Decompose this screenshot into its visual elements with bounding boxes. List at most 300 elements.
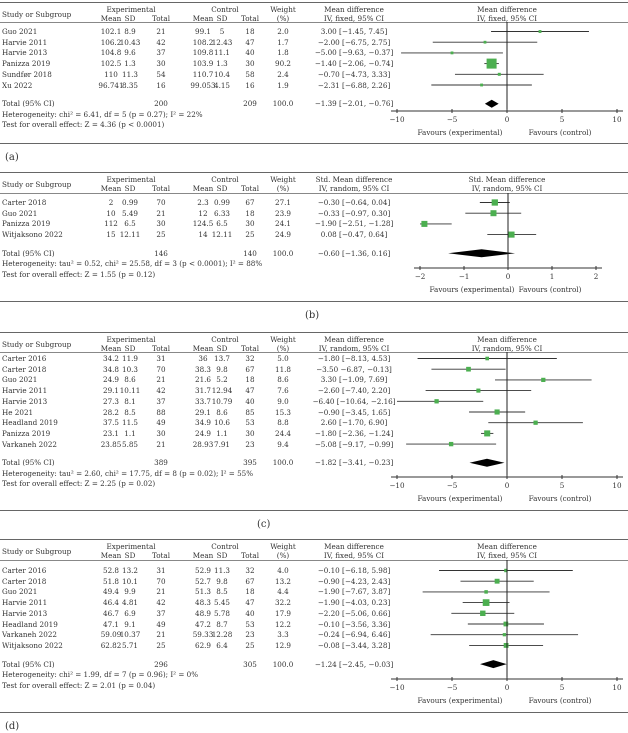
- weight-value: 8.6: [277, 375, 289, 385]
- ctl-mean: 48.9: [194, 608, 212, 618]
- ctl-total: 23: [245, 630, 255, 640]
- header-experimental: Experimental: [106, 335, 156, 344]
- panel-label: (a): [5, 152, 19, 163]
- exp-sd: 8.35: [121, 80, 139, 90]
- ctl-total: 67: [245, 198, 255, 207]
- x-tick-label: −10: [389, 115, 405, 124]
- weight-value: 2.0: [277, 27, 289, 36]
- ctl-mean: 99.1: [194, 27, 212, 36]
- weight-value: 32.2: [274, 598, 292, 608]
- ctl-sd: 12.94: [211, 386, 233, 396]
- total-ctl: 305: [243, 659, 257, 669]
- panel-label: (c): [257, 519, 271, 530]
- header-plot-title: Std. Mean difference: [468, 175, 546, 184]
- exp-sd: 13.2: [121, 566, 139, 575]
- effect-ci-text: −2.31 [−6.88, 2.26]: [317, 80, 391, 90]
- ctl-sd: 9.8: [216, 576, 228, 586]
- x-tick-label: −1: [458, 272, 470, 281]
- x-tick-label: 10: [612, 683, 622, 692]
- effect-marker-square: [503, 633, 506, 636]
- ctl-sd: 8.6: [216, 407, 228, 417]
- ctl-mean: 12: [198, 208, 208, 218]
- exp-mean: 29.1: [102, 386, 120, 396]
- ctl-mean: 51.3: [194, 587, 212, 597]
- effect-marker-square: [484, 430, 490, 436]
- heterogeneity-text: Heterogeneity: tau² = 0.52, chi² = 25.58, df = 3 (p < 0.0001); I² = 88%: [2, 259, 263, 269]
- ctl-mean: 47.2: [194, 619, 212, 629]
- effect-ci-text: −0.33 [−0.97, 0.30]: [317, 208, 391, 218]
- exp-total: 25: [156, 230, 166, 240]
- total-ctl: 209: [243, 99, 257, 109]
- pooled-effect-diamond: [480, 660, 507, 668]
- weight-value: 2.4: [277, 69, 289, 79]
- ctl-mean: 14: [198, 230, 208, 240]
- exp-sd: 8.5: [124, 407, 136, 417]
- ctl-mean: 52.9: [194, 566, 212, 575]
- ctl-total: 25: [245, 230, 255, 240]
- favours-control-label: Favours (control): [528, 494, 592, 503]
- study-name: Carter 2018: [2, 576, 47, 586]
- header-ctl-mean: Mean: [192, 184, 214, 193]
- exp-total: 30: [156, 428, 166, 438]
- header-weight-unit: (%): [276, 344, 290, 353]
- exp-total: 42: [156, 386, 166, 396]
- total-ctl: 140: [243, 248, 257, 258]
- ctl-total: 23: [245, 439, 255, 449]
- header-exp-mean: Mean: [100, 14, 122, 23]
- ctl-mean: 59.33: [192, 630, 214, 640]
- effect-marker-square: [492, 199, 498, 205]
- total-exp: 389: [154, 458, 168, 468]
- heterogeneity-text: Heterogeneity: chi² = 1.99, df = 7 (p = 0.96); I² = 0%: [2, 670, 199, 680]
- exp-mean: 52.8: [102, 566, 120, 575]
- exp-sd: 6.9: [124, 608, 136, 618]
- weight-value: 11.8: [274, 364, 292, 374]
- effect-marker-square: [504, 643, 509, 648]
- exp-total: 37: [156, 608, 166, 618]
- header-exp-sd: SD: [124, 184, 136, 193]
- ctl-mean: 103.9: [192, 59, 214, 69]
- exp-mean: 15: [106, 230, 116, 240]
- effect-ci-text: −5.00 [−9.63, −0.37]: [314, 48, 394, 58]
- exp-mean: 96.741: [98, 80, 124, 90]
- weight-value: 24.9: [274, 230, 292, 240]
- effect-ci-text: −1.80 [−2.36, −1.24]: [314, 428, 394, 438]
- study-name: Panizza 2019: [2, 59, 51, 69]
- exp-sd: 10.3: [121, 364, 139, 374]
- exp-sd: 6.5: [124, 219, 136, 229]
- pooled-effect-diamond: [469, 459, 504, 467]
- exp-mean: 47.1: [102, 619, 120, 629]
- effect-ci-text: −1.40 [−2.06, −0.74]: [314, 59, 394, 69]
- exp-total: 16: [156, 80, 166, 90]
- effect-marker-square: [484, 590, 487, 593]
- exp-total: 31: [156, 566, 166, 575]
- ctl-sd: 11.1: [213, 48, 231, 58]
- ctl-sd: 13.7: [213, 354, 231, 363]
- header-exp-total: Total: [151, 184, 171, 193]
- ctl-sd: 11.3: [213, 566, 231, 575]
- study-name: He 2021: [2, 407, 34, 417]
- study-name: Harvie 2011: [2, 386, 48, 396]
- header-study: Study or Subgroup: [2, 546, 72, 556]
- study-name: Headland 2019: [2, 418, 58, 428]
- exp-total: 42: [156, 37, 166, 47]
- exp-total: 21: [156, 587, 166, 597]
- exp-total: 30: [156, 219, 166, 229]
- x-tick-label: 0: [504, 683, 510, 692]
- x-tick-label: −5: [446, 115, 458, 124]
- header-exp-total: Total: [151, 14, 171, 23]
- exp-sd: 12.11: [119, 230, 141, 240]
- panel-label: (d): [5, 721, 20, 732]
- exp-sd: 0.99: [121, 198, 139, 207]
- study-name: Harvie 2011: [2, 598, 48, 608]
- header-exp-mean: Mean: [100, 344, 122, 353]
- ctl-sd: 10.6: [213, 418, 231, 428]
- x-tick-label: 5: [559, 481, 565, 490]
- exp-mean: 23.85: [100, 439, 122, 449]
- header-ctl-total: Total: [240, 14, 260, 23]
- overall-effect-text: Test for overall effect: Z = 4.36 (p < 0.0001): [2, 120, 165, 130]
- header-exp-total: Total: [151, 551, 171, 560]
- effect-ci-text: −0.90 [−4.23, 2.43]: [317, 576, 391, 586]
- weight-value: 90.2: [274, 59, 292, 69]
- header-study: Study or Subgroup: [2, 9, 72, 19]
- exp-total: 49: [156, 619, 166, 629]
- ctl-sd: 5.2: [216, 375, 228, 385]
- header-effect-method: IV, random, 95% CI: [318, 184, 390, 193]
- exp-sd: 10.11: [119, 386, 141, 396]
- total-label: Total (95% CI): [2, 458, 55, 468]
- weight-value: 7.6: [277, 386, 289, 396]
- header-effect-title: Std. Mean difference: [315, 175, 393, 184]
- exp-total: 49: [156, 418, 166, 428]
- total-label: Total (95% CI): [2, 248, 55, 258]
- header-effect-title: Mean difference: [324, 335, 384, 344]
- effect-ci-text: −0.10 [−6.18, 5.98]: [317, 566, 391, 575]
- exp-total: 70: [156, 576, 166, 586]
- header-plot-method: IV, random, 95% CI: [471, 344, 543, 353]
- effect-marker-square: [533, 421, 537, 425]
- study-name: Varkaneh 2022: [2, 439, 57, 449]
- ctl-sd: 4.15: [213, 80, 231, 90]
- effect-ci-text: −1.90 [−7.67, 3.87]: [317, 587, 391, 597]
- header-exp-sd: SD: [124, 551, 136, 560]
- exp-mean: 28.2: [102, 407, 120, 417]
- study-name: Harvie 2011: [2, 37, 48, 47]
- x-tick-label: 0: [505, 272, 511, 281]
- effect-marker-square: [508, 232, 514, 238]
- effect-ci-text: −2.20 [−5.06, 0.66]: [317, 608, 391, 618]
- ctl-mean: 28.93: [192, 439, 214, 449]
- study-name: Witjaksono 2022: [2, 640, 63, 650]
- header-control: Control: [211, 5, 239, 14]
- header-weight: Weight: [270, 542, 296, 551]
- effect-marker-square: [539, 30, 542, 33]
- ctl-sd: 5.78: [213, 608, 231, 618]
- exp-mean: 34.2: [102, 354, 120, 363]
- total-ctl: 395: [243, 458, 257, 468]
- ctl-mean: 48.3: [194, 598, 212, 608]
- header-weight: Weight: [270, 175, 296, 184]
- ctl-total: 32: [245, 566, 255, 575]
- exp-sd: 9.6: [124, 48, 136, 58]
- ctl-sd: 5.45: [213, 598, 231, 608]
- effect-marker-square: [498, 73, 501, 76]
- header-experimental: Experimental: [106, 542, 156, 551]
- exp-total: 37: [156, 396, 166, 406]
- ctl-mean: 2.3: [197, 198, 209, 207]
- total-weight: 100.0: [272, 248, 294, 258]
- header-ctl-mean: Mean: [192, 344, 214, 353]
- weight-value: 1.8: [277, 48, 289, 58]
- exp-sd: 10.43: [119, 37, 141, 47]
- header-effect-title: Mean difference: [324, 5, 384, 14]
- exp-mean: 102.1: [100, 27, 122, 36]
- weight-value: 1.9: [277, 80, 289, 90]
- ctl-total: 18: [245, 587, 255, 597]
- exp-mean: 104.8: [100, 48, 122, 58]
- exp-total: 70: [156, 364, 166, 374]
- x-tick-label: 10: [612, 481, 622, 490]
- header-ctl-mean: Mean: [192, 14, 214, 23]
- exp-total: 70: [156, 198, 166, 207]
- weight-value: 3.3: [277, 630, 289, 640]
- exp-total: 21: [156, 630, 166, 640]
- ctl-total: 47: [245, 598, 255, 608]
- header-weight-unit: (%): [276, 551, 290, 560]
- exp-sd: 11.5: [121, 418, 139, 428]
- ctl-total: 30: [245, 59, 255, 69]
- pooled-effect-diamond: [448, 249, 515, 257]
- ctl-mean: 21.6: [194, 375, 212, 385]
- header-weight: Weight: [270, 335, 296, 344]
- exp-mean: 2: [108, 198, 114, 207]
- effect-ci-text: −1.80 [−8.13, 4.53]: [317, 354, 391, 363]
- exp-mean: 110: [104, 69, 118, 79]
- header-ctl-sd: SD: [216, 184, 228, 193]
- effect-ci-text: −2.60 [−7.40, 2.20]: [317, 386, 391, 396]
- study-name: Harvie 2013: [2, 396, 48, 406]
- ctl-sd: 8.5: [216, 587, 228, 597]
- header-ctl-mean: Mean: [192, 551, 214, 560]
- header-exp-mean: Mean: [100, 551, 122, 560]
- study-name: Carter 2018: [2, 364, 47, 374]
- exp-sd: 8.1: [124, 396, 136, 406]
- weight-value: 24.1: [274, 219, 292, 229]
- overall-effect-text: Test for overall effect: Z = 1.55 (p = 0.12): [2, 269, 156, 279]
- exp-sd: 11.3: [121, 69, 139, 79]
- header-weight: Weight: [270, 5, 296, 14]
- ctl-sd: 8.7: [216, 619, 228, 629]
- effect-marker-square: [480, 84, 483, 87]
- ctl-sd: 10.4: [213, 69, 231, 79]
- ctl-sd: 1.3: [216, 59, 228, 69]
- exp-total: 21: [156, 375, 166, 385]
- overall-effect-text: Test for overall effect: Z = 2.25 (p = 0.02): [2, 479, 156, 489]
- ctl-total: 30: [245, 428, 255, 438]
- header-exp-total: Total: [151, 344, 171, 353]
- ctl-sd: 12.28: [211, 630, 233, 640]
- study-name: Headland 2019: [2, 619, 58, 629]
- weight-value: 9.4: [277, 439, 289, 449]
- weight-value: 8.8: [277, 418, 289, 428]
- total-ci-text: −1.24 [−2.45, −0.03]: [314, 659, 394, 669]
- total-exp: 146: [154, 248, 168, 258]
- total-ci-text: −1.39 [−2.01, −0.76]: [314, 99, 394, 109]
- effect-marker-square: [421, 221, 427, 227]
- exp-sd: 5.85: [121, 439, 139, 449]
- total-label: Total (95% CI): [2, 659, 55, 669]
- header-control: Control: [211, 175, 239, 184]
- ctl-total: 18: [245, 27, 255, 36]
- weight-value: 27.1: [274, 198, 292, 207]
- ctl-total: 67: [245, 364, 255, 374]
- ctl-sd: 12.43: [211, 37, 233, 47]
- header-exp-sd: SD: [124, 14, 136, 23]
- exp-sd: 9.1: [124, 619, 136, 629]
- effect-marker-square: [495, 579, 500, 584]
- header-control: Control: [211, 542, 239, 551]
- x-tick-label: −5: [446, 683, 458, 692]
- total-weight: 100.0: [272, 99, 294, 109]
- effect-ci-text: −0.10 [−3.56, 3.36]: [317, 619, 391, 629]
- effect-ci-text: 3.00 [−1.45, 7.45]: [320, 27, 388, 36]
- exp-sd: 11.9: [121, 354, 139, 363]
- weight-value: 9.0: [277, 396, 289, 406]
- header-study: Study or Subgroup: [2, 339, 72, 349]
- overall-effect-text: Test for overall effect: Z = 2.01 (p = 0.04): [2, 680, 156, 690]
- header-control: Control: [211, 335, 239, 344]
- weight-value: 4.4: [277, 587, 289, 597]
- header-ctl-sd: SD: [216, 14, 228, 23]
- header-weight-unit: (%): [276, 184, 290, 193]
- total-ci-text: −0.60 [−1.36, 0.16]: [317, 248, 391, 258]
- exp-sd: 8.6: [124, 375, 136, 385]
- ctl-sd: 10.79: [211, 396, 233, 406]
- exp-mean: 62.82: [100, 640, 122, 650]
- exp-total: 21: [156, 27, 166, 36]
- x-tick-label: −5: [446, 481, 458, 490]
- weight-value: 12.9: [274, 640, 292, 650]
- ctl-total: 85: [245, 407, 255, 417]
- weight-value: 15.3: [274, 407, 292, 417]
- study-name: Guo 2021: [2, 208, 38, 218]
- exp-sd: 5.49: [121, 208, 139, 218]
- effect-ci-text: −0.90 [−3.45, 1.65]: [317, 407, 391, 417]
- x-tick-label: 10: [612, 115, 622, 124]
- heterogeneity-text: Heterogeneity: tau² = 2.60, chi² = 17.75, df = 8 (p = 0.02); I² = 55%: [2, 468, 254, 478]
- header-ctl-total: Total: [240, 344, 260, 353]
- ctl-total: 47: [245, 386, 255, 396]
- ctl-mean: 99.053: [190, 80, 216, 90]
- ctl-mean: 108.2: [192, 37, 214, 47]
- effect-ci-text: 3.30 [−1.09, 7.69]: [320, 375, 388, 385]
- exp-mean: 23.1: [102, 428, 120, 438]
- exp-total: 21: [156, 208, 166, 218]
- effect-ci-text: −5.08 [−9.17, −0.99]: [314, 439, 394, 449]
- study-name: Carter 2016: [2, 566, 47, 575]
- effect-marker-square: [451, 51, 454, 54]
- exp-mean: 112: [104, 219, 118, 229]
- ctl-sd: 12.11: [211, 230, 233, 240]
- exp-mean: 102.5: [100, 59, 122, 69]
- total-label: Total (95% CI): [2, 99, 55, 109]
- favours-experimental-label: Favours (experimental): [429, 285, 515, 294]
- header-ctl-total: Total: [240, 551, 260, 560]
- header-plot-title: Mean difference: [477, 542, 537, 551]
- header-exp-sd: SD: [124, 344, 136, 353]
- total-exp: 296: [154, 659, 168, 669]
- study-name: Witjaksono 2022: [2, 230, 63, 240]
- ctl-total: 40: [245, 608, 255, 618]
- favours-experimental-label: Favours (experimental): [417, 696, 503, 705]
- exp-mean: 49.4: [102, 587, 120, 597]
- x-tick-label: 5: [559, 683, 565, 692]
- ctl-total: 40: [245, 48, 255, 58]
- exp-total: 37: [156, 48, 166, 58]
- header-plot-title: Mean difference: [477, 335, 537, 344]
- ctl-total: 25: [245, 640, 255, 650]
- effect-ci-text: −0.30 [−0.64, 0.04]: [317, 198, 391, 207]
- exp-mean: 10: [106, 208, 116, 218]
- ctl-sd: 6.33: [213, 208, 231, 218]
- header-experimental: Experimental: [106, 5, 156, 14]
- study-name: Harvie 2013: [2, 48, 48, 58]
- favours-control-label: Favours (control): [518, 285, 582, 294]
- header-effect-method: IV, fixed, 95% CI: [323, 14, 385, 23]
- exp-mean: 51.8: [102, 576, 120, 586]
- effect-ci-text: −6.40 [−10.64, −2.16]: [312, 396, 396, 406]
- ctl-mean: 33.7: [194, 396, 212, 406]
- study-name: Guo 2021: [2, 27, 38, 36]
- study-name: Harvie 2013: [2, 608, 48, 618]
- weight-value: 13.2: [274, 576, 292, 586]
- header-effect-title: Mean difference: [324, 542, 384, 551]
- exp-mean: 106.2: [100, 37, 122, 47]
- header-effect-method: IV, fixed, 95% CI: [323, 551, 385, 560]
- total-exp: 200: [154, 99, 168, 109]
- exp-total: 54: [156, 69, 166, 79]
- ctl-mean: 38.3: [194, 364, 212, 374]
- effect-marker-square: [495, 409, 500, 414]
- effect-marker-square: [480, 611, 485, 616]
- exp-mean: 46.4: [102, 598, 120, 608]
- ctl-sd: 6.5: [216, 219, 228, 229]
- exp-mean: 59.09: [100, 630, 122, 640]
- ctl-mean: 34.9: [194, 418, 212, 428]
- exp-mean: 37.5: [102, 418, 120, 428]
- effect-ci-text: −0.70 [−4.73, 3.33]: [317, 69, 391, 79]
- x-tick-label: 0: [504, 115, 510, 124]
- study-name: Guo 2021: [2, 375, 38, 385]
- exp-total: 42: [156, 598, 166, 608]
- ctl-mean: 31.7: [194, 386, 212, 396]
- header-exp-mean: Mean: [100, 184, 122, 193]
- exp-sd: 8.9: [124, 27, 136, 36]
- ctl-mean: 110.7: [192, 69, 214, 79]
- effect-marker-square: [466, 367, 471, 372]
- weight-value: 5.0: [277, 354, 289, 363]
- ctl-sd: 0.99: [213, 198, 231, 207]
- ctl-total: 30: [245, 219, 255, 229]
- effect-ci-text: −1.90 [−4.03, 0.23]: [317, 598, 391, 608]
- study-name: Carter 2018: [2, 198, 47, 207]
- ctl-total: 18: [245, 208, 255, 218]
- weight-value: 24.4: [274, 428, 292, 438]
- study-name: Panizza 2019: [2, 428, 51, 438]
